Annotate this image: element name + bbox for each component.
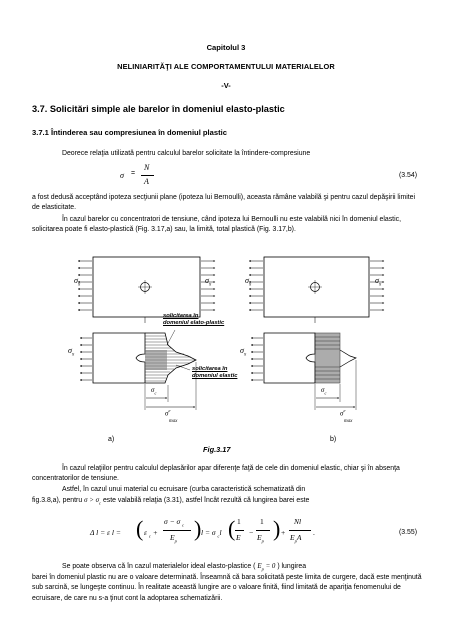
label-b-sigma-c: $\sigma_c$	[321, 386, 327, 396]
part-number: -V-	[221, 81, 231, 90]
note-elastoplastic-line-1: solicitarea în	[163, 313, 199, 319]
note-elastoplastic	[163, 313, 224, 327]
paragraph-5-line-2	[32, 496, 424, 509]
section-heading: 3.7. Solicitări simple ale barelor în domeniul elasto-plastic	[32, 104, 285, 114]
paragraph-1: Deorece relaţia utilizată pentru calculul barelor solicitate la întindere-compresiune	[62, 150, 311, 157]
paragraph-7: barei în domeniul plastic nu are o valoare determinată. Înseamnă că bara solicitată peste limita de curgere, dacă este menţinută sub sarcină, se lungeşte continuu. În realitate această lungire are o valoare finită, fiind limitată de apariţia fenomenului de ecruisare, de care nu s-a ţinut cont la adoptarea schematizării.	[32, 574, 422, 602]
label-a-sigma-right: $\sigma_x$	[205, 276, 212, 288]
note-elastic-line-1: solicitarea în	[192, 366, 228, 372]
label-a-sigma-lower: $\sigma_x$	[68, 346, 75, 358]
note-elastoplastic-line-2: domeniul elato-plastic	[163, 320, 225, 326]
paragraph-3: În cazul barelor cu concentratori de tensiune, când ipoteza lui Bernoulli nu este valabilă nici în domeniul elastic, solicitarea poate fi elasto-plastică (Fig. 3.17,a) sau, la limită, total plastică (Fig. 3.17,b).	[32, 216, 401, 234]
figure-caption: Fig.3.17	[203, 445, 231, 454]
subsection-heading: 3.7.1 Întinderea sau compresiunea în domeniul plastic	[32, 128, 227, 137]
eq354-equals: =	[131, 170, 136, 177]
paragraph-5-line-1: Astfel, în cazul unui material cu ecruisare (curba caracteristică schematizată din	[62, 486, 306, 493]
paragraph-2: a fost dedusă acceptând ipoteza secţiunii plane (ipoteza lui Bernoulli), aceasta rămâne valabilă şi pentru cazul depăşirii limitei de elasticitate.	[32, 194, 416, 212]
label-b-sigma-lower: $\sigma_x$	[240, 346, 247, 358]
eq354-denominator: A	[144, 177, 149, 186]
note-elastic	[192, 366, 237, 380]
figure-label-a: a)	[108, 436, 115, 443]
figure-a-stress-distribution	[80, 330, 196, 410]
paragraph-6-condition: $E_p = 0$	[257, 563, 276, 572]
paragraph-6-end: ) lungirea	[277, 563, 307, 570]
note-elastic-line-2: domeniul elastic	[192, 373, 238, 379]
paragraph-5-end: este valabilă relaţia (3.31), astfel încât rezultă că lungirea barei este	[102, 497, 310, 504]
label-b-sigma-right: $\sigma_x$	[375, 276, 382, 288]
label-a-sigma-max: $\sigma^e$ max	[165, 408, 178, 425]
label-a-sigma-left: $\sigma_x$	[74, 276, 81, 288]
eq354-numerator: N	[144, 163, 150, 172]
paragraph-6-start: Se poate observa că în cazul materialelor ideal elasto-plastice (	[62, 563, 256, 570]
figure-b-plate-with-hole	[249, 257, 384, 323]
label-a-sigma-c: $\sigma_c$	[151, 386, 157, 396]
chapter-title: Capitolul 3	[206, 43, 246, 52]
equation-number-3-55: (3.55)	[399, 529, 418, 536]
label-b-sigma-max: $\sigma^e$ max	[340, 408, 353, 425]
eq354-sigma: σ	[120, 171, 124, 180]
equation-number-3-54: (3.54)	[399, 172, 418, 179]
label-b-sigma-left: $\sigma_x$	[245, 276, 252, 288]
paragraph-4: În cazul relaţiilor pentru calculul deplasărilor apar diferenţe faţă de cele din domeniul elastic, chiar şi în absenţa concentratorilor de tensiune.	[32, 465, 400, 483]
figure-label-b: b)	[330, 436, 337, 443]
paragraph-5-condition: $\sigma > \sigma_c$	[84, 497, 102, 506]
chapter-subject: NELINIARITĂŢI ALE COMPORTAMENTULUI MATERIALELOR	[117, 62, 335, 71]
equation-3-55: Δ l = ε l = ( ε $_c$ + σ − σ $_c$ $E_p$ ) l = σ $_c$l ( 1 E − 1 $E_p$ ) + Nl $E_pA$ .	[90, 516, 315, 544]
figure-b-stress-distribution	[251, 333, 356, 410]
paragraph-5-start: fig.3.8,a), pentru	[32, 497, 83, 504]
